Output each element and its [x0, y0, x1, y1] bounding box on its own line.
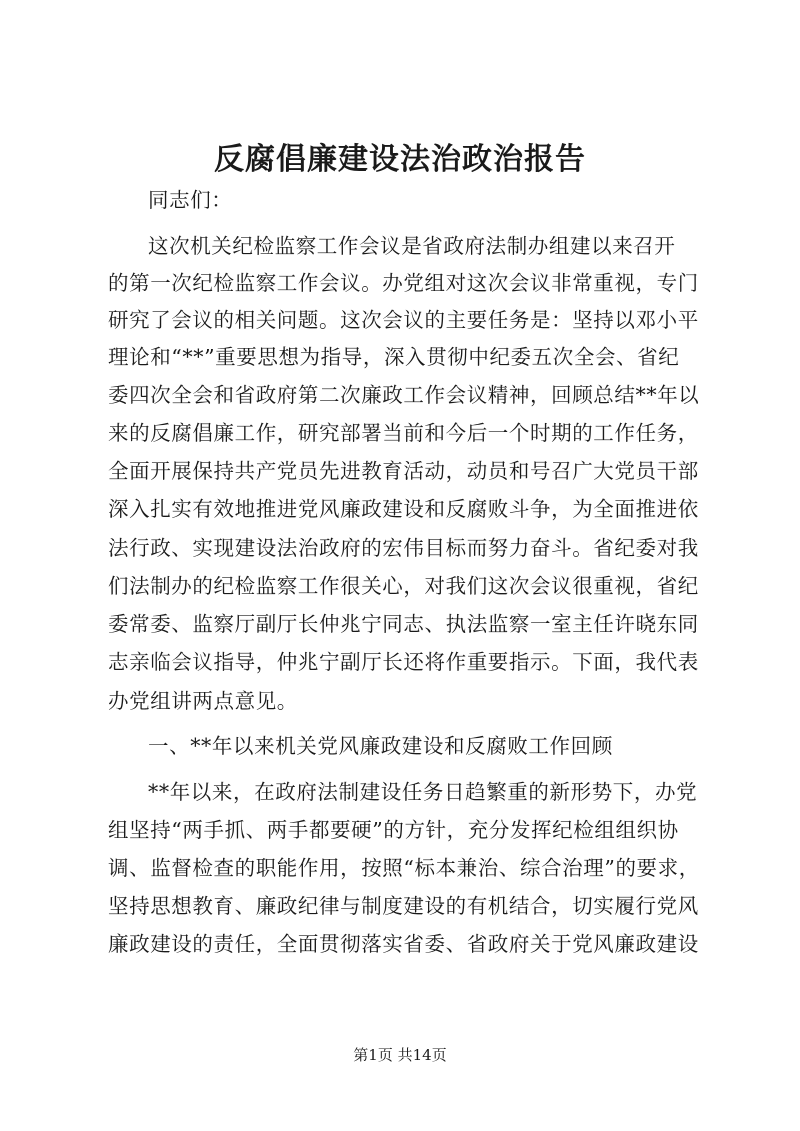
paragraph-line: **年以来，在政府法制建设任务日趋繁重的新形势下，办党	[148, 780, 698, 804]
paragraph-line: 委常委、监察厅副厅长仲兆宁同志、执法监察一室主任许晓东同	[108, 612, 699, 636]
paragraph-line: 理论和“**”重要思想为指导，深入贯彻中纪委五次全会、省纪	[108, 345, 680, 369]
paragraph-line: 来的反腐倡廉工作，研究部署当前和今后一个时期的工作任务，	[108, 421, 699, 445]
paragraph-line: 的第一次纪检监察工作会议。办党组对这次会议非常重视，专门	[108, 271, 699, 295]
section-heading: 一、**年以来机关党风廉政建设和反腐败工作回顾	[148, 734, 613, 758]
paragraph-line: 组坚持“两手抓、两手都要硬”的方针，充分发挥纪检组组织协	[108, 818, 679, 842]
paragraph-line: 法行政、实现建设法治政府的宏伟目标而努力奋斗。省纪委对我	[108, 536, 699, 560]
paragraph-line: 这次机关纪检监察工作会议是省政府法制办组建以来召开	[148, 234, 676, 258]
document-title: 反腐倡廉建设法治政治报告	[214, 142, 586, 177]
paragraph-line: 志亲临会议指导，仲兆宁副厅长还将作重要指示。下面，我代表	[108, 650, 699, 674]
paragraph-line: 们法制办的纪检监察工作很关心，对我们这次会议很重视，省纪	[108, 574, 699, 598]
paragraph-line: 研究了会议的相关问题。这次会议的主要任务是：坚持以邓小平	[108, 308, 699, 332]
paragraph-line: 坚持思想教育、廉政纪律与制度建设的有机结合，切实履行党风	[108, 894, 699, 918]
paragraph-line: 廉政建设的责任，全面贯彻落实省委、省政府关于党风廉政建设	[108, 932, 699, 956]
paragraph-line: 深入扎实有效地推进党风廉政建设和反腐败斗争，为全面推进依	[108, 497, 699, 521]
salutation: 同志们：	[148, 188, 233, 212]
paragraph-line: 委四次全会和省政府第二次廉政工作会议精神，回顾总结**年以	[108, 383, 700, 407]
page-number-footer: 第1页 共14页	[353, 1046, 447, 1064]
paragraph-line: 全面开展保持共产党员先进教育活动，动员和号召广大党员干部	[108, 459, 699, 483]
paragraph-line: 办党组讲两点意见。	[108, 689, 298, 713]
paragraph-line: 调、监督检查的职能作用，按照“标本兼治、综合治理”的要求，	[108, 856, 700, 880]
